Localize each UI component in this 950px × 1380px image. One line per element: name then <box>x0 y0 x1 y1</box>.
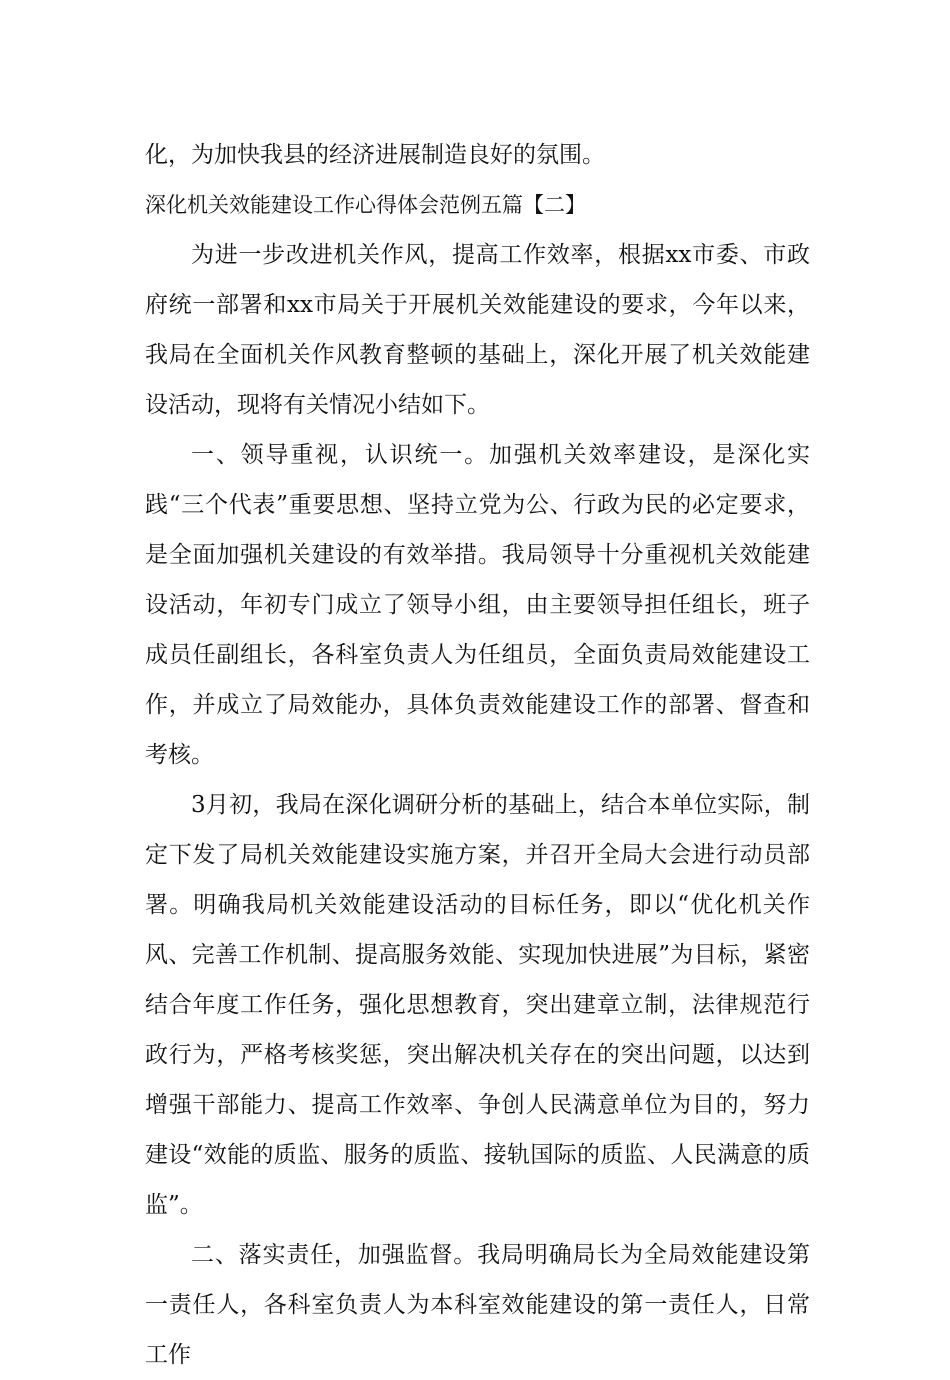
paragraph-intro: 为进一步改进机关作风，提高工作效率，根据xx市委、市政府统一部署和xx市局关于开展机关效能建设的要求，今年以来，我局在全面机关作风教育整顿的基础上，深化开展了机关效能建设活动，现将有关情况小结如下。 <box>145 242 810 418</box>
paragraph-responsibility: 二、落实责任，加强监督。我局明确局长为全局效能建设第一责任人，各科室负责人为本科室效能建设的第一责任人，日常工作 <box>145 1242 810 1368</box>
section-heading: 深化机关效能建设工作心得体会范例五篇【二】 <box>145 193 586 217</box>
paragraph-plan: 3月初，我局在深化调研分析的基础上，结合本单位实际，制定下发了局机关效能建设实施方案，并召开全局大会进行动员部署。明确我局机关效能建设活动的目标任务，即以“优化机关作风、完善工作机制、提高服务效能、实现加快进展”为目标，紧密结合年度工作任务，强化思想教育，突出建章立制，法律规范行政行为，严格考核奖惩，突出解决机关存在的突出问题，以达到增强干部能力、提高工作效率、争创人民满意单位为目的，努力建设“效能的质监、服务的质监、接轨国际的质监、人民满意的质监”。 <box>145 792 810 1218</box>
document-body <box>145 130 810 1380</box>
continuation-line: 化，为加快我县的经济进展制造良好的氛围。 <box>145 142 605 168</box>
paragraph-leadership: 一、领导重视，认识统一。加强机关效率建设，是深化实践“三个代表”重要思想、坚持立党为公、行政为民的必定要求，是全面加强机关建设的有效举措。我局领导十分重视机关效能建设活动，年初专门成立了领导小组，由主要领导担任组长，班子成员任副组长，各科室负责人为任组员，全面负责局效能建设工作，并成立了局效能办，具体负责效能建设工作的部署、督查和考核。 <box>145 442 810 768</box>
